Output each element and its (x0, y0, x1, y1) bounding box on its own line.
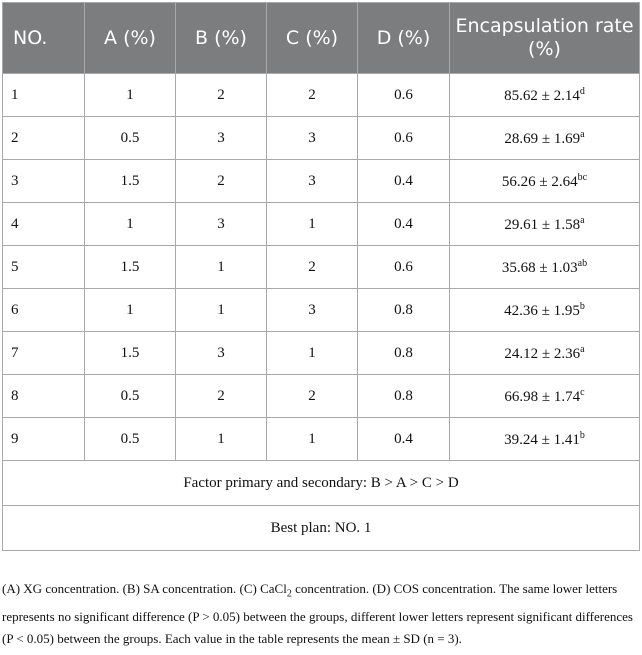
significance-letter: a (580, 214, 585, 226)
col-header-encapsulation-rate: Encapsulation rate (%) (450, 3, 640, 74)
cell-encapsulation-rate (450, 418, 640, 461)
cell-d: 0.6 (358, 117, 450, 160)
cell-d: 0.6 (358, 246, 450, 289)
cell-c: 2 (267, 246, 358, 289)
cell-b: 3 (176, 332, 267, 375)
cell-d: 0.4 (358, 160, 450, 203)
significance-letter: b (579, 429, 585, 441)
cell-b: 2 (176, 160, 267, 203)
cell-a: 0.5 (85, 418, 176, 461)
cell-b: 3 (176, 203, 267, 246)
table-row (3, 203, 640, 246)
rate-value: 66.98 ± 1.74 (504, 388, 581, 405)
cell-no: 5 (3, 246, 85, 289)
footnote-subscript: 2 (286, 588, 292, 600)
cell-b: 1 (176, 289, 267, 332)
cell-no: 2 (3, 117, 85, 160)
cell-encapsulation-rate (450, 117, 640, 160)
significance-letter: d (579, 85, 585, 97)
cell-a: 1 (85, 203, 176, 246)
significance-letter: ab (577, 257, 588, 269)
cell-no: 6 (3, 289, 85, 332)
cell-c: 3 (267, 117, 358, 160)
cell-d: 0.4 (358, 418, 450, 461)
rate-value: 24.12 ± 2.36 (504, 345, 581, 362)
col-header-no: NO. (3, 3, 85, 74)
significance-letter: bc (577, 171, 588, 183)
cell-no: 1 (3, 74, 85, 117)
significance-letter: a (580, 343, 585, 355)
cell-no: 4 (3, 203, 85, 246)
cell-encapsulation-rate (450, 203, 640, 246)
cell-a: 1.5 (85, 332, 176, 375)
cell-no: 3 (3, 160, 85, 203)
cell-c: 2 (267, 74, 358, 117)
cell-encapsulation-rate (450, 289, 640, 332)
significance-letter: a (580, 128, 585, 140)
cell-d: 0.6 (358, 74, 450, 117)
table-row (3, 74, 640, 117)
cell-b: 3 (176, 117, 267, 160)
cell-c: 3 (267, 160, 358, 203)
cell-a: 0.5 (85, 375, 176, 418)
rate-value: 56.26 ± 2.64 (501, 173, 578, 190)
table-row (3, 246, 640, 289)
cell-a: 0.5 (85, 117, 176, 160)
best-plan-row (3, 506, 640, 551)
factor-row (3, 461, 640, 506)
rate-value: 35.68 ± 1.03 (501, 259, 578, 276)
cell-encapsulation-rate (450, 375, 640, 418)
cell-encapsulation-rate (450, 160, 640, 203)
cell-a: 1 (85, 74, 176, 117)
table-footnote (2, 578, 638, 650)
best-plan-cell: Best plan: NO. 1 (3, 506, 640, 551)
rate-value: 28.69 ± 1.69 (504, 130, 581, 147)
cell-b: 2 (176, 375, 267, 418)
cell-d: 0.8 (358, 375, 450, 418)
cell-a: 1.5 (85, 246, 176, 289)
table-row (3, 289, 640, 332)
table-row (3, 117, 640, 160)
rate-value: 39.24 ± 1.41 (504, 431, 580, 448)
cell-d: 0.4 (358, 203, 450, 246)
cell-d: 0.8 (358, 289, 450, 332)
cell-no: 7 (3, 332, 85, 375)
cell-no: 9 (3, 418, 85, 461)
results-table (2, 2, 640, 551)
cell-c: 1 (267, 418, 358, 461)
col-header-d: D (%) (358, 3, 450, 74)
col-header-c: C (%) (267, 3, 358, 74)
rate-value: 85.62 ± 2.14 (504, 87, 580, 104)
table-container (2, 2, 639, 551)
cell-encapsulation-rate (450, 74, 640, 117)
cell-d: 0.8 (358, 332, 450, 375)
cell-b: 2 (176, 74, 267, 117)
cell-a: 1 (85, 289, 176, 332)
rate-value: 42.36 ± 1.95 (504, 302, 580, 319)
cell-a: 1.5 (85, 160, 176, 203)
footnote-text-part1: (A) XG concentration. (B) SA concentration. (C) CaCl (2, 581, 287, 596)
significance-letter: b (579, 300, 585, 312)
header-row (3, 3, 640, 74)
cell-c: 3 (267, 289, 358, 332)
table-row (3, 375, 640, 418)
table-row (3, 160, 640, 203)
cell-c: 1 (267, 203, 358, 246)
table-row (3, 332, 640, 375)
cell-no: 8 (3, 375, 85, 418)
table-row (3, 418, 640, 461)
col-header-a: A (%) (85, 3, 176, 74)
significance-letter: c (580, 386, 585, 398)
cell-b: 1 (176, 246, 267, 289)
rate-value: 29.61 ± 1.58 (504, 216, 581, 233)
cell-c: 2 (267, 375, 358, 418)
cell-c: 1 (267, 332, 358, 375)
cell-b: 1 (176, 418, 267, 461)
factor-ranking-cell: Factor primary and secondary: B > A > C > D (3, 461, 640, 506)
cell-encapsulation-rate (450, 332, 640, 375)
col-header-b: B (%) (176, 3, 267, 74)
footnote-text-part2: concentration. (D) COS concentration. The same lower letters represents no significant difference (P > 0.05) between the groups, different lower letters represent significant differences (P < 0.05) between the groups. Each value in the table represents the mean ± SD (n = 3). (2, 581, 633, 646)
cell-encapsulation-rate (450, 246, 640, 289)
